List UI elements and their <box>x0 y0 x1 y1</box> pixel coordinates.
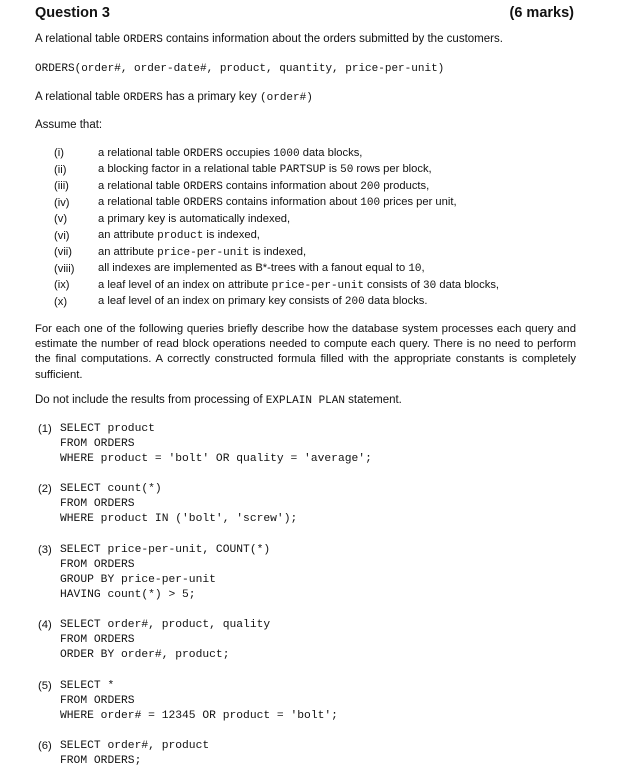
query-code: SELECT order#, product <box>60 739 210 752</box>
assumption-number: (iii) <box>54 180 69 193</box>
query-line <box>38 557 270 572</box>
query-number: (3) <box>38 543 52 556</box>
intro-line-3 <box>35 90 313 106</box>
query-number: (2) <box>38 482 52 495</box>
assumption-item <box>54 244 499 261</box>
assumption-text-part: data blocks. <box>364 295 428 308</box>
assumption-code: 200 <box>360 180 381 193</box>
assumption-number: (ii) <box>54 163 67 176</box>
assumption-text-part: data blocks, <box>436 278 500 291</box>
query-line <box>38 753 209 768</box>
assumption-item <box>54 145 499 162</box>
note-text: statement. <box>344 394 402 406</box>
assumption-text-part: products, <box>380 179 430 192</box>
note-code: EXPLAIN PLAN <box>265 395 345 407</box>
assumption-number: (vii) <box>54 246 73 259</box>
assumption-number: (i) <box>54 147 64 160</box>
query-block <box>38 678 338 723</box>
assumption-text-part: prices per unit, <box>380 196 457 209</box>
assumption-code: 1000 <box>273 147 300 160</box>
assumption-item <box>54 294 499 311</box>
query-code: SELECT order#, product, quality <box>60 618 271 631</box>
assumption-text-part: data blocks, <box>299 146 363 159</box>
assumption-text-part: is <box>325 163 341 176</box>
assumption-number: (iv) <box>54 196 70 209</box>
assumption-number: (viii) <box>54 262 75 275</box>
assumption-number: (ix) <box>54 279 70 292</box>
assumption-item <box>54 178 499 195</box>
query-code: ORDER BY order#, product; <box>60 648 230 661</box>
assumption-code: 100 <box>360 197 381 210</box>
query-number: (1) <box>38 422 52 435</box>
query-block <box>38 481 297 526</box>
assumption-code: 30 <box>423 279 437 292</box>
assumption-text <box>98 163 432 176</box>
query-code: SELECT product <box>60 422 155 435</box>
query-code: FROM ORDERS <box>60 633 135 646</box>
question-title: Question 3 <box>35 5 110 21</box>
intro-text: has a primary key <box>162 91 260 103</box>
assumption-text-part: , <box>421 262 425 275</box>
assumption-text <box>98 213 290 225</box>
assumption-text-part: a leaf level of an index on primary key consists of <box>98 295 345 308</box>
query-line <box>38 587 270 602</box>
assumption-text <box>98 295 428 308</box>
query-code: FROM ORDERS <box>60 558 135 571</box>
assumption-text <box>98 262 425 275</box>
instructions-paragraph: For each one of the following queries briefly describe how the database system processes each query and estimate the number of read block operations needed to compute each query. There is no need to perform the final computations. A correctly constructed formula filled with the appropriate constants is completely sufficient. <box>35 323 576 381</box>
query-number: (5) <box>38 679 52 692</box>
query-code: FROM ORDERS <box>60 437 135 450</box>
query-block <box>38 617 270 662</box>
query-code: SELECT price-per-unit, COUNT(*) <box>60 543 271 556</box>
assumption-code: ORDERS <box>183 197 223 210</box>
assumption-text-part: contains information about <box>222 196 361 209</box>
query-line <box>38 496 297 511</box>
query-line <box>38 421 372 436</box>
query-code: GROUP BY price-per-unit <box>60 573 216 586</box>
assumption-code: 50 <box>340 164 354 177</box>
assumption-list <box>54 145 499 310</box>
schema-line <box>35 61 444 77</box>
query-line <box>38 738 209 753</box>
assumption-number: (x) <box>54 295 68 308</box>
assumption-item <box>54 261 499 278</box>
query-block <box>38 542 270 602</box>
assumption-text-part: a primary key is automatically indexed, <box>98 213 291 226</box>
query-line <box>38 511 297 526</box>
assumption-code: PARTSUP <box>279 164 326 177</box>
assumption-item <box>54 195 499 212</box>
assumption-item <box>54 162 499 179</box>
query-code: WHERE product = 'bolt' OR quality = 'average'; <box>60 452 372 465</box>
query-code: FROM ORDERS <box>60 497 135 510</box>
assumption-text-part: a relational table <box>98 146 184 159</box>
query-line <box>38 647 270 662</box>
query-line <box>38 708 338 723</box>
intro-text: contains information about the orders submitted by the customers. <box>162 33 503 45</box>
intro-text: A relational table <box>35 33 124 45</box>
assumption-code: product <box>157 230 204 243</box>
query-code: SELECT * <box>60 679 115 692</box>
assumption-item <box>54 277 499 294</box>
assumption-text-part: is indexed, <box>249 245 307 258</box>
assumption-code: price-per-unit <box>271 279 364 292</box>
assumption-code: ORDERS <box>183 147 223 160</box>
assumption-text <box>98 180 429 193</box>
table-name: ORDERS <box>123 92 163 104</box>
assumption-text <box>98 229 260 242</box>
query-code: SELECT count(*) <box>60 482 162 495</box>
intro-line-1 <box>35 32 503 48</box>
query-code: WHERE order# = 12345 OR product = 'bolt'; <box>60 709 338 722</box>
assumption-text-part: a relational table <box>98 179 184 192</box>
query-line <box>38 617 270 632</box>
assumption-text <box>98 196 457 209</box>
assumption-text-part: a relational table <box>98 196 184 209</box>
query-line <box>38 693 338 708</box>
query-line <box>38 542 270 557</box>
assumption-text-part: an attribute <box>98 245 158 258</box>
assumption-text-part: an attribute <box>98 229 158 242</box>
question-header <box>35 5 574 21</box>
assumption-text-part: all indexes are implemented as B*-trees with a fanout equal to <box>98 262 409 275</box>
query-number: (6) <box>38 739 52 752</box>
query-code: FROM ORDERS; <box>60 754 142 767</box>
intro-text: A relational table <box>35 91 124 103</box>
assumption-text-part: consists of <box>363 278 424 291</box>
assumption-text-part: a blocking factor in a relational table <box>98 163 280 176</box>
question-marks: (6 marks) <box>509 5 574 21</box>
table-name: ORDERS <box>123 34 163 46</box>
assumption-code: 200 <box>344 296 365 309</box>
query-block <box>38 421 372 466</box>
assumption-text <box>98 246 306 259</box>
query-code: FROM ORDERS <box>60 694 135 707</box>
assumption-code: 10 <box>408 263 422 276</box>
query-block <box>38 738 209 768</box>
assumption-text-part: occupies <box>222 146 274 159</box>
primary-key: (order#) <box>260 92 313 104</box>
assumption-number: (v) <box>54 213 68 226</box>
query-number: (4) <box>38 618 52 631</box>
assumption-text-part: a leaf level of an index on attribute <box>98 278 272 291</box>
query-line <box>38 451 372 466</box>
note-line <box>35 393 402 409</box>
assumption-text <box>98 279 499 292</box>
query-line <box>38 632 270 647</box>
schema-definition: ORDERS(order#, order-date#, product, quantity, price-per-unit) <box>35 63 445 75</box>
assumption-text-part: rows per block, <box>353 163 432 176</box>
assumption-text-part: contains information about <box>222 179 361 192</box>
note-text: Do not include the results from processing of <box>35 394 266 406</box>
assumption-code: ORDERS <box>183 180 223 193</box>
assumption-text <box>98 147 362 160</box>
query-line <box>38 481 297 496</box>
query-line <box>38 572 270 587</box>
assumption-item <box>54 228 499 245</box>
query-line <box>38 678 338 693</box>
query-code: WHERE product IN ('bolt', 'screw'); <box>60 512 298 525</box>
assumption-number: (vi) <box>54 229 70 242</box>
assumption-item <box>54 211 499 228</box>
query-line <box>38 436 372 451</box>
assume-label: Assume that: <box>35 119 103 131</box>
assumption-code: price-per-unit <box>157 246 250 259</box>
assumption-text-part: is indexed, <box>203 229 260 242</box>
query-code: HAVING count(*) > 5; <box>60 588 196 601</box>
